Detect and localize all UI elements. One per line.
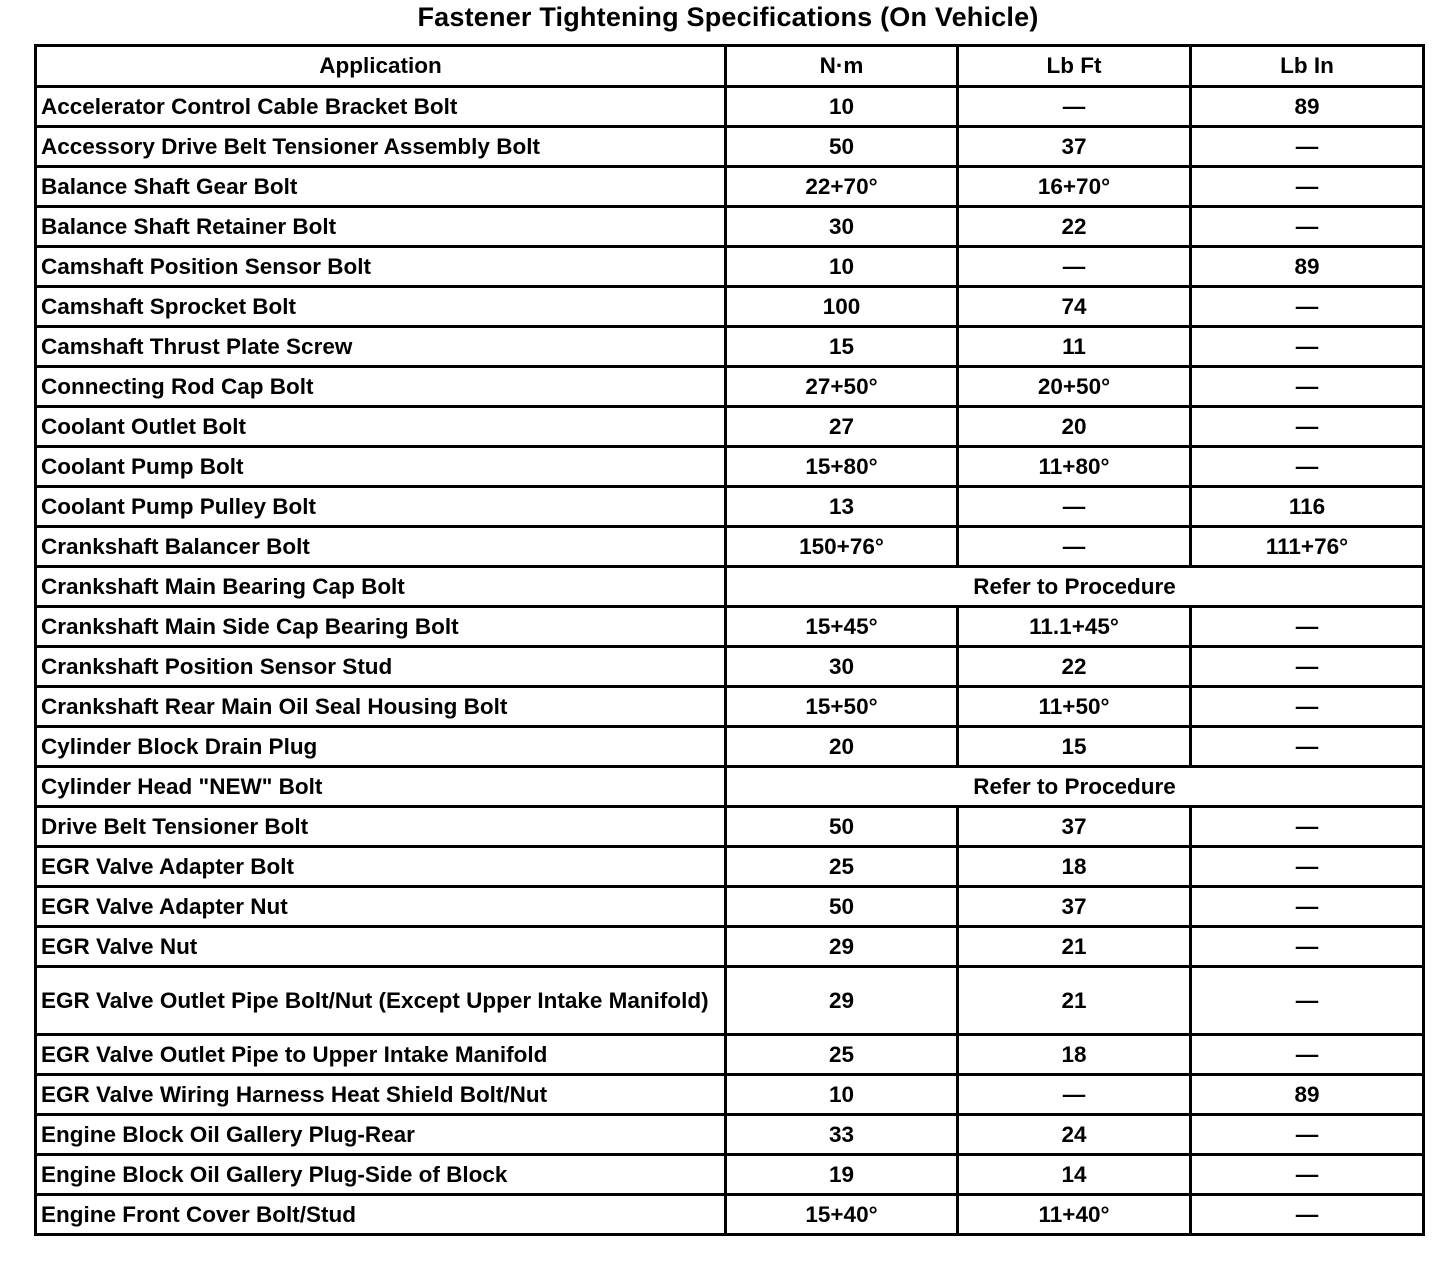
- nm-cell: 10: [726, 1075, 958, 1115]
- refer-to-procedure-cell: Refer to Procedure: [726, 767, 1424, 807]
- table-row: [36, 927, 1424, 967]
- lbin-cell: —: [1191, 807, 1424, 847]
- lbin-cell: —: [1191, 1155, 1424, 1195]
- lbin-cell: —: [1191, 887, 1424, 927]
- table-row: [36, 1035, 1424, 1075]
- nm-cell: 29: [726, 967, 958, 1035]
- application-cell: Camshaft Position Sensor Bolt: [36, 247, 726, 287]
- table-row: [36, 607, 1424, 647]
- application-cell: Accelerator Control Cable Bracket Bolt: [36, 87, 726, 127]
- lbin-cell: —: [1191, 287, 1424, 327]
- nm-cell: 19: [726, 1155, 958, 1195]
- lbft-cell: 22: [958, 647, 1191, 687]
- lbin-cell: —: [1191, 847, 1424, 887]
- table-row: [36, 127, 1424, 167]
- lbft-cell: 21: [958, 967, 1191, 1035]
- lbft-cell: 18: [958, 847, 1191, 887]
- application-cell: Engine Front Cover Bolt/Stud: [36, 1195, 726, 1235]
- table-row: [36, 1155, 1424, 1195]
- nm-cell: 15+50°: [726, 687, 958, 727]
- lbft-cell: 11: [958, 327, 1191, 367]
- nm-cell: 50: [726, 127, 958, 167]
- application-cell: Coolant Pump Pulley Bolt: [36, 487, 726, 527]
- lbft-cell: 18: [958, 1035, 1191, 1075]
- lbin-cell: —: [1191, 327, 1424, 367]
- lbft-cell: 74: [958, 287, 1191, 327]
- header-application: Application: [36, 46, 726, 87]
- application-cell: EGR Valve Adapter Nut: [36, 887, 726, 927]
- nm-cell: 13: [726, 487, 958, 527]
- lbft-cell: 21: [958, 927, 1191, 967]
- nm-cell: 10: [726, 247, 958, 287]
- table-body: [36, 87, 1424, 1235]
- application-cell: Crankshaft Main Side Cap Bearing Bolt: [36, 607, 726, 647]
- lbft-cell: 20: [958, 407, 1191, 447]
- lbft-cell: 22: [958, 207, 1191, 247]
- application-cell: Crankshaft Rear Main Oil Seal Housing Bolt: [36, 687, 726, 727]
- specs-table: [34, 44, 1425, 1236]
- table-row: [36, 327, 1424, 367]
- lbft-cell: —: [958, 247, 1191, 287]
- nm-cell: 30: [726, 647, 958, 687]
- table-row: [36, 1075, 1424, 1115]
- header-lbft: Lb Ft: [958, 46, 1191, 87]
- header-nm: N·m: [726, 46, 958, 87]
- lbin-cell: 89: [1191, 247, 1424, 287]
- table-row: [36, 87, 1424, 127]
- lbin-cell: —: [1191, 727, 1424, 767]
- application-cell: Balance Shaft Gear Bolt: [36, 167, 726, 207]
- nm-cell: 33: [726, 1115, 958, 1155]
- lbft-cell: —: [958, 1075, 1191, 1115]
- lbin-cell: —: [1191, 1115, 1424, 1155]
- table-row: [36, 807, 1424, 847]
- application-cell: EGR Valve Outlet Pipe to Upper Intake Manifold: [36, 1035, 726, 1075]
- table-row: [36, 207, 1424, 247]
- table-row: [36, 887, 1424, 927]
- table-row: [36, 647, 1424, 687]
- lbft-cell: 24: [958, 1115, 1191, 1155]
- application-cell: Connecting Rod Cap Bolt: [36, 367, 726, 407]
- table-row: [36, 407, 1424, 447]
- lbin-cell: 111+76°: [1191, 527, 1424, 567]
- lbin-cell: —: [1191, 607, 1424, 647]
- lbft-cell: 11+50°: [958, 687, 1191, 727]
- lbin-cell: —: [1191, 127, 1424, 167]
- table-row: [36, 487, 1424, 527]
- application-cell: EGR Valve Wiring Harness Heat Shield Bolt/Nut: [36, 1075, 726, 1115]
- lbft-cell: 37: [958, 887, 1191, 927]
- table-row: [36, 847, 1424, 887]
- application-cell: Balance Shaft Retainer Bolt: [36, 207, 726, 247]
- lbin-cell: 89: [1191, 1075, 1424, 1115]
- nm-cell: 30: [726, 207, 958, 247]
- nm-cell: 25: [726, 847, 958, 887]
- application-cell: EGR Valve Adapter Bolt: [36, 847, 726, 887]
- nm-cell: 150+76°: [726, 527, 958, 567]
- application-cell: Camshaft Thrust Plate Screw: [36, 327, 726, 367]
- nm-cell: 100: [726, 287, 958, 327]
- lbin-cell: 89: [1191, 87, 1424, 127]
- lbft-cell: 14: [958, 1155, 1191, 1195]
- header-row: [36, 46, 1424, 87]
- nm-cell: 15: [726, 327, 958, 367]
- nm-cell: 10: [726, 87, 958, 127]
- table-row: [36, 727, 1424, 767]
- lbin-cell: —: [1191, 367, 1424, 407]
- lbft-cell: 20+50°: [958, 367, 1191, 407]
- table-row: [36, 527, 1424, 567]
- lbin-cell: —: [1191, 207, 1424, 247]
- lbin-cell: —: [1191, 1195, 1424, 1235]
- application-cell: Coolant Pump Bolt: [36, 447, 726, 487]
- table-row: [36, 767, 1424, 807]
- nm-cell: 25: [726, 1035, 958, 1075]
- application-cell: EGR Valve Nut: [36, 927, 726, 967]
- table-row: [36, 367, 1424, 407]
- nm-cell: 15+80°: [726, 447, 958, 487]
- lbft-cell: —: [958, 487, 1191, 527]
- application-cell: Camshaft Sprocket Bolt: [36, 287, 726, 327]
- nm-cell: 20: [726, 727, 958, 767]
- lbin-cell: —: [1191, 967, 1424, 1035]
- nm-cell: 27+50°: [726, 367, 958, 407]
- lbin-cell: —: [1191, 927, 1424, 967]
- lbin-cell: 116: [1191, 487, 1424, 527]
- lbft-cell: 11+40°: [958, 1195, 1191, 1235]
- lbft-cell: 15: [958, 727, 1191, 767]
- header-lbin: Lb In: [1191, 46, 1424, 87]
- lbin-cell: —: [1191, 647, 1424, 687]
- nm-cell: 27: [726, 407, 958, 447]
- lbin-cell: —: [1191, 447, 1424, 487]
- application-cell: Crankshaft Main Bearing Cap Bolt: [36, 567, 726, 607]
- nm-cell: 22+70°: [726, 167, 958, 207]
- application-cell: Cylinder Head "NEW" Bolt: [36, 767, 726, 807]
- page-title: Fastener Tightening Specifications (On Vehicle): [417, 2, 1039, 32]
- lbin-cell: —: [1191, 687, 1424, 727]
- application-cell: Crankshaft Balancer Bolt: [36, 527, 726, 567]
- application-cell: Coolant Outlet Bolt: [36, 407, 726, 447]
- lbft-cell: 37: [958, 807, 1191, 847]
- lbft-cell: —: [958, 527, 1191, 567]
- lbft-cell: 16+70°: [958, 167, 1191, 207]
- nm-cell: 15+45°: [726, 607, 958, 647]
- application-cell: Cylinder Block Drain Plug: [36, 727, 726, 767]
- lbft-cell: 11+80°: [958, 447, 1191, 487]
- lbft-cell: 37: [958, 127, 1191, 167]
- table-row: [36, 567, 1424, 607]
- nm-cell: 50: [726, 807, 958, 847]
- refer-to-procedure-cell: Refer to Procedure: [726, 567, 1424, 607]
- nm-cell: 29: [726, 927, 958, 967]
- application-cell: Engine Block Oil Gallery Plug-Side of Block: [36, 1155, 726, 1195]
- nm-cell: 50: [726, 887, 958, 927]
- application-cell: EGR Valve Outlet Pipe Bolt/Nut (Except Upper Intake Manifold): [36, 967, 726, 1035]
- application-cell: Accessory Drive Belt Tensioner Assembly Bolt: [36, 127, 726, 167]
- application-cell: Drive Belt Tensioner Bolt: [36, 807, 726, 847]
- table-row: [36, 447, 1424, 487]
- table-row: [36, 1195, 1424, 1235]
- lbft-cell: —: [958, 87, 1191, 127]
- application-cell: Engine Block Oil Gallery Plug-Rear: [36, 1115, 726, 1155]
- table-row: [36, 1115, 1424, 1155]
- table-row: [36, 287, 1424, 327]
- lbin-cell: —: [1191, 1035, 1424, 1075]
- nm-cell: 15+40°: [726, 1195, 958, 1235]
- table-row: [36, 247, 1424, 287]
- application-cell: Crankshaft Position Sensor Stud: [36, 647, 726, 687]
- lbft-cell: 11.1+45°: [958, 607, 1191, 647]
- table-row: [36, 167, 1424, 207]
- table-row: [36, 967, 1424, 1035]
- table-row: [36, 687, 1424, 727]
- lbin-cell: —: [1191, 167, 1424, 207]
- lbin-cell: —: [1191, 407, 1424, 447]
